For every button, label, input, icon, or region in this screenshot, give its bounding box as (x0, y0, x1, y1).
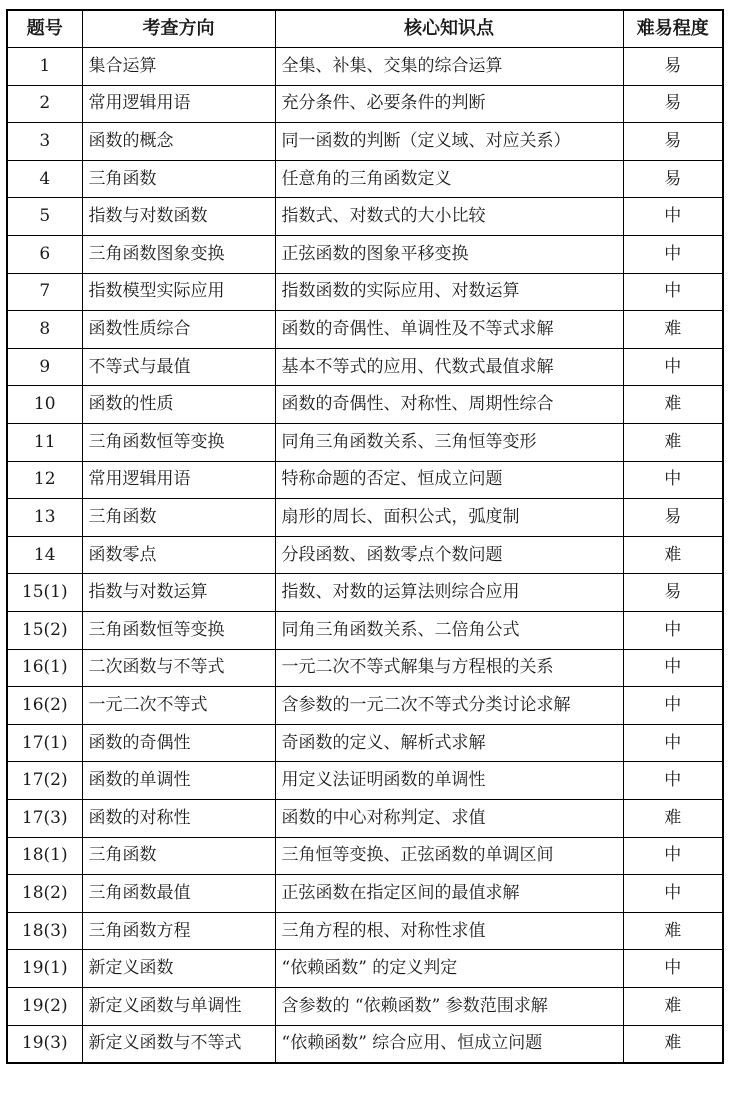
knowledge-cell: 含参数的 “依赖函数” 参数范围求解 (275, 987, 623, 1025)
table-row (7, 123, 723, 161)
knowledge-cell: 用定义法证明函数的单调性 (275, 762, 623, 800)
knowledge-cell: 充分条件、必要条件的判断 (275, 85, 623, 123)
question-number-cell: 12 (7, 461, 82, 499)
direction-cell: 常用逻辑用语 (82, 461, 275, 499)
question-number-cell: 15(1) (7, 574, 82, 612)
difficulty-cell: 易 (623, 499, 723, 537)
question-number-cell: 15(2) (7, 612, 82, 650)
question-number-cell: 16(1) (7, 649, 82, 687)
knowledge-cell: “依赖函数” 的定义判定 (275, 950, 623, 988)
direction-cell: 函数的奇偶性 (82, 724, 275, 762)
difficulty-cell: 中 (623, 649, 723, 687)
knowledge-cell: 特称命题的否定、恒成立问题 (275, 461, 623, 499)
difficulty-cell: 中 (623, 875, 723, 913)
knowledge-cell: 函数的奇偶性、对称性、周期性综合 (275, 386, 623, 424)
question-number-cell: 18(3) (7, 912, 82, 950)
direction-cell: 三角函数图象变换 (82, 236, 275, 274)
difficulty-cell: 中 (623, 950, 723, 988)
direction-cell: 三角函数恒等变换 (82, 612, 275, 650)
table-row (7, 348, 723, 386)
difficulty-cell: 难 (623, 799, 723, 837)
direction-cell: 指数与对数函数 (82, 198, 275, 236)
direction-cell: 新定义函数 (82, 950, 275, 988)
knowledge-cell: 基本不等式的应用、代数式最值求解 (275, 348, 623, 386)
question-number-cell: 6 (7, 236, 82, 274)
direction-cell: 函数的概念 (82, 123, 275, 161)
direction-cell: 三角函数 (82, 499, 275, 537)
table-row (7, 236, 723, 274)
direction-cell: 常用逻辑用语 (82, 85, 275, 123)
header-question-number: 题号 (7, 10, 82, 48)
header-difficulty: 难易程度 (623, 10, 723, 48)
difficulty-cell: 易 (623, 48, 723, 86)
knowledge-cell: 指数式、对数式的大小比较 (275, 198, 623, 236)
difficulty-cell: 中 (623, 348, 723, 386)
difficulty-cell: 中 (623, 461, 723, 499)
question-number-cell: 18(2) (7, 875, 82, 913)
header-direction: 考查方向 (82, 10, 275, 48)
table-row (7, 424, 723, 462)
difficulty-cell: 易 (623, 574, 723, 612)
table-row (7, 649, 723, 687)
question-number-cell: 18(1) (7, 837, 82, 875)
table-body (7, 48, 723, 1063)
difficulty-cell: 中 (623, 198, 723, 236)
knowledge-cell: “依赖函数” 综合应用、恒成立问题 (275, 1025, 623, 1063)
difficulty-cell: 中 (623, 236, 723, 274)
difficulty-cell: 中 (623, 762, 723, 800)
difficulty-cell: 难 (623, 912, 723, 950)
table-row (7, 799, 723, 837)
table-row (7, 987, 723, 1025)
difficulty-cell: 难 (623, 987, 723, 1025)
knowledge-cell: 奇函数的定义、解析式求解 (275, 724, 623, 762)
knowledge-cell: 一元二次不等式解集与方程根的关系 (275, 649, 623, 687)
direction-cell: 指数与对数运算 (82, 574, 275, 612)
question-number-cell: 9 (7, 348, 82, 386)
direction-cell: 三角函数 (82, 837, 275, 875)
direction-cell: 函数的性质 (82, 386, 275, 424)
question-number-cell: 19(2) (7, 987, 82, 1025)
difficulty-cell: 易 (623, 160, 723, 198)
direction-cell: 函数的单调性 (82, 762, 275, 800)
table-row (7, 837, 723, 875)
knowledge-cell: 同一函数的判断（定义域、对应关系） (275, 123, 623, 161)
question-number-cell: 4 (7, 160, 82, 198)
knowledge-cell: 扇形的周长、面积公式，弧度制 (275, 499, 623, 537)
question-number-cell: 3 (7, 123, 82, 161)
question-number-cell: 14 (7, 536, 82, 574)
direction-cell: 二次函数与不等式 (82, 649, 275, 687)
difficulty-cell: 中 (623, 273, 723, 311)
difficulty-cell: 难 (623, 424, 723, 462)
table-row (7, 48, 723, 86)
difficulty-cell: 难 (623, 311, 723, 349)
direction-cell: 三角函数恒等变换 (82, 424, 275, 462)
question-number-cell: 10 (7, 386, 82, 424)
table-row (7, 461, 723, 499)
direction-cell: 三角函数方程 (82, 912, 275, 950)
table-row (7, 612, 723, 650)
table-row (7, 386, 723, 424)
knowledge-cell: 含参数的一元二次不等式分类讨论求解 (275, 687, 623, 725)
direction-cell: 一元二次不等式 (82, 687, 275, 725)
direction-cell: 三角函数 (82, 160, 275, 198)
question-number-cell: 1 (7, 48, 82, 86)
question-number-cell: 17(2) (7, 762, 82, 800)
direction-cell: 新定义函数与不等式 (82, 1025, 275, 1063)
direction-cell: 集合运算 (82, 48, 275, 86)
table-row (7, 762, 723, 800)
table-row (7, 198, 723, 236)
direction-cell: 函数的对称性 (82, 799, 275, 837)
difficulty-cell: 难 (623, 536, 723, 574)
table-row (7, 950, 723, 988)
question-number-cell: 17(3) (7, 799, 82, 837)
difficulty-cell: 难 (623, 386, 723, 424)
table-row (7, 160, 723, 198)
question-number-cell: 2 (7, 85, 82, 123)
question-number-cell: 7 (7, 273, 82, 311)
question-number-cell: 19(3) (7, 1025, 82, 1063)
difficulty-cell: 中 (623, 687, 723, 725)
table-row (7, 85, 723, 123)
knowledge-cell: 指数函数的实际应用、对数运算 (275, 273, 623, 311)
table-row (7, 1025, 723, 1063)
header-row (7, 10, 723, 48)
table-row (7, 912, 723, 950)
difficulty-cell: 中 (623, 612, 723, 650)
knowledge-cell: 正弦函数在指定区间的最值求解 (275, 875, 623, 913)
question-number-cell: 17(1) (7, 724, 82, 762)
knowledge-cell: 分段函数、函数零点个数问题 (275, 536, 623, 574)
knowledge-cell: 指数、对数的运算法则综合应用 (275, 574, 623, 612)
knowledge-cell: 函数的奇偶性、单调性及不等式求解 (275, 311, 623, 349)
direction-cell: 函数性质综合 (82, 311, 275, 349)
direction-cell: 函数零点 (82, 536, 275, 574)
table-row (7, 687, 723, 725)
difficulty-cell: 难 (623, 1025, 723, 1063)
knowledge-cell: 同角三角函数关系、三角恒等变形 (275, 424, 623, 462)
difficulty-cell: 易 (623, 123, 723, 161)
difficulty-cell: 易 (623, 85, 723, 123)
direction-cell: 三角函数最值 (82, 875, 275, 913)
difficulty-cell: 中 (623, 724, 723, 762)
knowledge-cell: 同角三角函数关系、二倍角公式 (275, 612, 623, 650)
knowledge-cell: 全集、补集、交集的综合运算 (275, 48, 623, 86)
table-row (7, 536, 723, 574)
direction-cell: 指数模型实际应用 (82, 273, 275, 311)
question-number-cell: 16(2) (7, 687, 82, 725)
header-knowledge: 核心知识点 (275, 10, 623, 48)
table-row (7, 724, 723, 762)
table-row (7, 499, 723, 537)
knowledge-cell: 正弦函数的图象平移变换 (275, 236, 623, 274)
exam-analysis-table (6, 9, 724, 1064)
table-row (7, 875, 723, 913)
table-row (7, 574, 723, 612)
knowledge-cell: 任意角的三角函数定义 (275, 160, 623, 198)
difficulty-cell: 中 (623, 837, 723, 875)
question-number-cell: 5 (7, 198, 82, 236)
question-number-cell: 11 (7, 424, 82, 462)
knowledge-cell: 三角方程的根、对称性求值 (275, 912, 623, 950)
direction-cell: 新定义函数与单调性 (82, 987, 275, 1025)
knowledge-cell: 三角恒等变换、正弦函数的单调区间 (275, 837, 623, 875)
table-row (7, 311, 723, 349)
question-number-cell: 19(1) (7, 950, 82, 988)
question-number-cell: 13 (7, 499, 82, 537)
table-row (7, 273, 723, 311)
question-number-cell: 8 (7, 311, 82, 349)
direction-cell: 不等式与最值 (82, 348, 275, 386)
knowledge-cell: 函数的中心对称判定、求值 (275, 799, 623, 837)
